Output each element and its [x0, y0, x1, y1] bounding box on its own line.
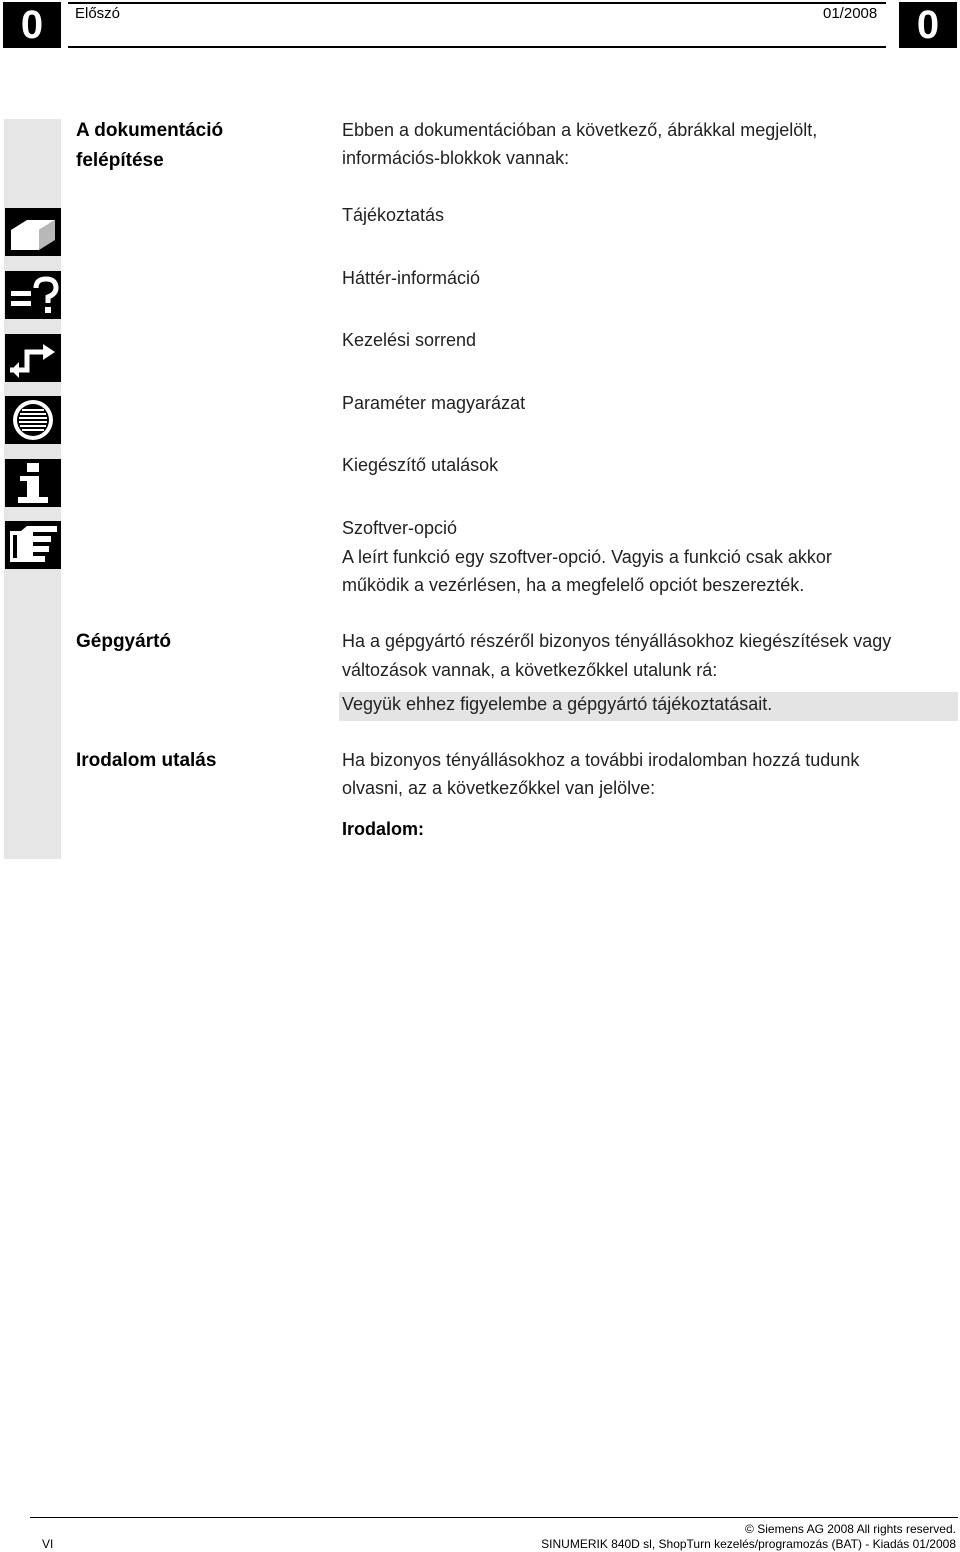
header-top-rule — [68, 2, 886, 4]
parameter-list-icon — [5, 396, 61, 444]
block-title-notes: Kiegészítő utalások — [342, 455, 499, 475]
chapter-number-right: 0 — [899, 2, 957, 48]
copyright-text: Siemens AG 2008 All rights reserved. — [757, 1522, 956, 1536]
block-title-parameter: Paraméter magyarázat — [342, 393, 526, 413]
chapter-number-left: 0 — [3, 2, 61, 48]
document-title: SINUMERIK 840D sl, ShopTurn kezelés/programozás (BAT) - Kiadás 01/2008 — [541, 1537, 956, 1551]
footer-rule — [30, 1517, 958, 1518]
information-cube-icon — [5, 208, 61, 256]
literature-text: Ha bizonyos tényállásokhoz a további irodalomban hozzá tudunk — [342, 750, 860, 770]
block-title-background: Háttér-információ — [342, 268, 481, 288]
background-info-icon — [5, 271, 61, 319]
operating-sequence-icon — [5, 334, 61, 382]
pointing-hand-icon — [5, 521, 61, 569]
copyright — [745, 1522, 956, 1536]
section-label-literature: Irodalom utalás — [76, 750, 217, 771]
info-i-icon — [5, 459, 61, 507]
section-label-structure-2: felépítése — [76, 150, 164, 171]
literature-text: olvasni, az a következőkkel van jelölve: — [342, 778, 656, 798]
header-bottom-rule — [68, 46, 886, 48]
software-option-text: működik a vezérlésen, ha a megfelelő opciót beszerezték. — [342, 575, 805, 595]
literature-marker: Irodalom: — [342, 819, 425, 839]
software-option-text: A leírt funkció egy szoftver-opció. Vagyis a funkció csak akkor — [342, 547, 832, 567]
machine-maker-text: változások vannak, a következőkkel utalunk rá: — [342, 660, 718, 680]
block-title-sequence: Kezelési sorrend — [342, 330, 477, 350]
page-number: VI — [42, 1537, 54, 1551]
section-label-structure: A dokumentáció — [76, 120, 224, 141]
edition-date: 01/2008 — [823, 5, 878, 22]
intro-text-line: információs-blokkok vannak: — [342, 148, 570, 168]
machine-maker-text: Ha a gépgyártó részéről bizonyos tényállásokhoz kiegészítések vagy — [342, 631, 892, 651]
copyright-symbol: © — [745, 1522, 754, 1536]
machine-maker-highlight: Vegyük ehhez figyelembe a gépgyártó tájékoztatásait. — [342, 694, 773, 714]
block-title-information: Tájékoztatás — [342, 205, 445, 225]
intro-text-line: Ebben a dokumentációban a következő, ábrákkal megjelölt, — [342, 120, 818, 140]
section-label-machine-maker: Gépgyártó — [76, 631, 172, 652]
block-title-software-option: Szoftver-opció — [342, 518, 458, 538]
section-title: Előszó — [75, 5, 121, 22]
